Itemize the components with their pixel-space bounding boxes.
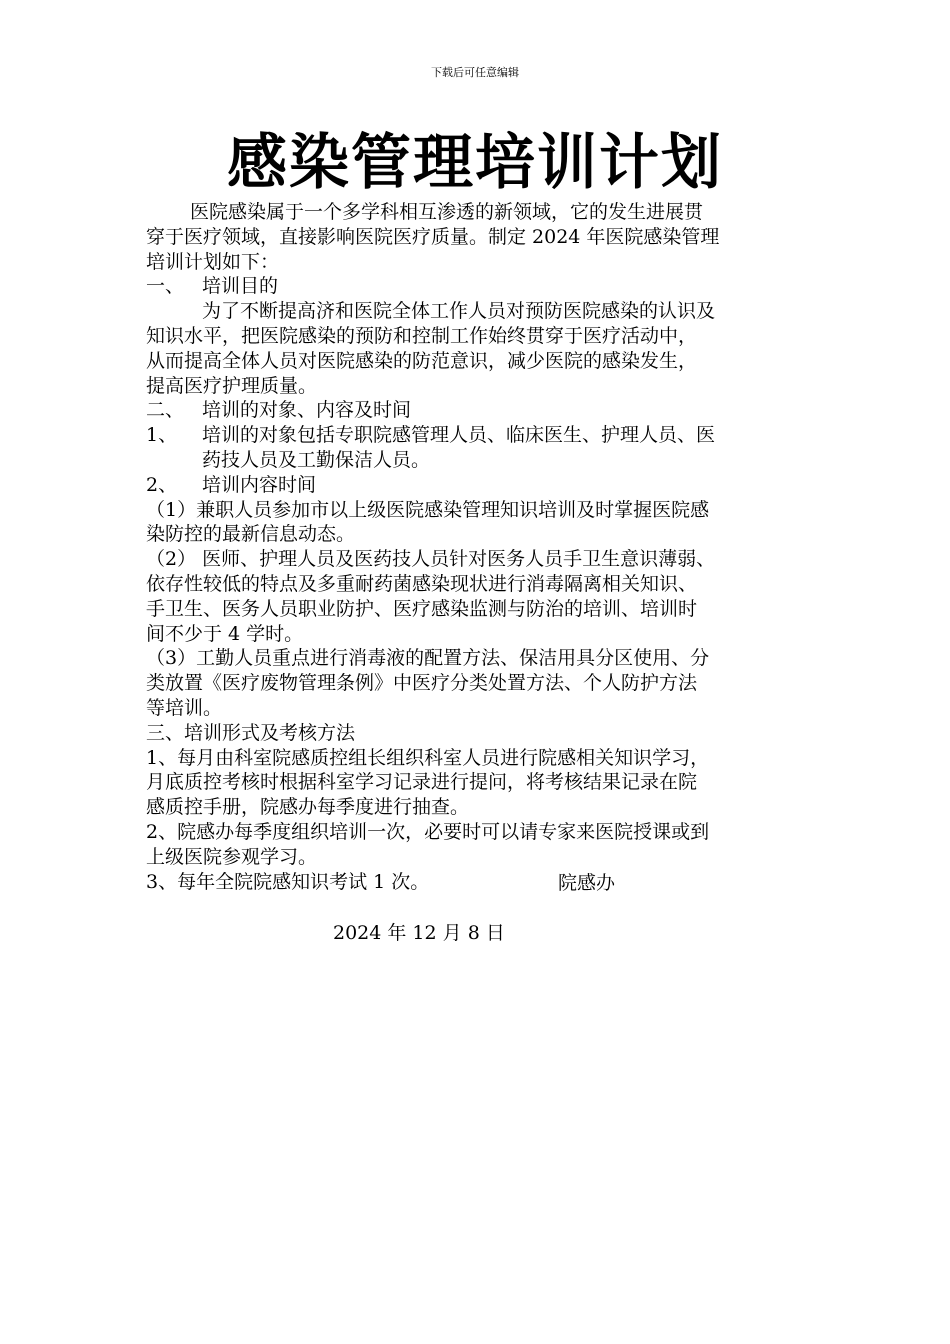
section-2-number: 二、	[146, 399, 185, 422]
sub-item-3-line: 类放置《医疗废物管理条例》中医疗分类处置方法、个人防护方法	[146, 672, 698, 695]
section-3-item-1-line: 感质控手册，院感办每季度进行抽查。	[146, 796, 470, 819]
section-3-heading: 三、培训形式及考核方法	[146, 721, 356, 744]
section-1-line: 知识水平，把医院感染的预防和控制工作始终贯穿于医疗活动中，	[146, 324, 698, 347]
sub-item-3-line: 等培训。	[146, 696, 223, 719]
sub-item-2-line: （2） 医师、护理人员及医药技人员针对医务人员手卫生意识薄弱、	[146, 548, 716, 571]
document-title: 感染管理培训计划	[227, 128, 723, 198]
section-3-item-1-line: 1、每月由科室院感质控组长组织科室人员进行院感相关知识学习，	[146, 746, 710, 769]
sub-item-3-line: （3）工勤人员重点进行消毒液的配置方法、保洁用具分区使用、分	[146, 647, 710, 670]
section-2-item-1	[146, 423, 826, 448]
section-2-item-1-cont: 药技人员及工勤保洁人员。	[202, 448, 431, 471]
section-2-item-2	[146, 473, 826, 498]
section-3-item-3: 3、每年全院院感知识考试 1 次。	[146, 870, 430, 893]
section-3-item-2-line: 上级医院参观学习。	[146, 845, 318, 868]
section-2-heading	[146, 398, 826, 423]
section-1-line: 为了不断提高济和医院全体工作人员对预防医院感染的认识及	[202, 300, 716, 323]
section-2-title: 培训的对象、内容及时间	[202, 399, 412, 422]
intro-line: 培训计划如下：	[146, 250, 280, 273]
sub-item-1-line: 染防控的最新信息动态。	[146, 523, 356, 546]
section-1-line: 提高医疗护理质量。	[146, 374, 318, 397]
sub-item-1-line: （1）兼职人员参加市以上级医院感染管理知识培训及时掌握医院感	[146, 498, 710, 521]
document-body	[146, 200, 826, 894]
section-1-line: 从而提高全体人员对医院感染的防范意识，减少医院的感染发生，	[146, 349, 698, 372]
intro-line: 医院感染属于一个多学科相互渗透的新领域，它的发生进展贯	[190, 201, 704, 223]
signature-date: 2024 年 12 月 8 日	[333, 922, 505, 944]
item-number: 2、	[146, 473, 178, 496]
item-text: 培训内容时间	[202, 473, 317, 496]
sub-item-2-line: 依存性较低的特点及多重耐药菌感染现状进行消毒隔离相关知识、	[146, 572, 698, 595]
intro-line: 穿于医疗领域，直接影响医院医疗质量。制定 2024 年医院感染管理	[146, 225, 720, 248]
sub-item-2-line: 间不少于 4 学时。	[146, 622, 304, 645]
header-note: 下载后可任意编辑	[431, 66, 519, 79]
section-3-item-1-line: 月底质控考核时根据科室学习记录进行提问，将考核结果记录在院	[146, 771, 698, 794]
section-1-number: 一、	[146, 275, 185, 298]
signature-department: 院感办	[558, 872, 616, 894]
item-number: 1、	[146, 424, 178, 447]
section-3-item-2-line: 2、院感办每季度组织培训一次，必要时可以请专家来医院授课或到	[146, 820, 710, 843]
section-1-heading	[146, 274, 826, 299]
sub-item-2-line: 手卫生、医务人员职业防护、医疗感染监测与防治的培训、培训时	[146, 597, 698, 620]
section-1-title: 培训目的	[202, 275, 279, 298]
item-text: 培训的对象包括专职院感管理人员、临床医生、护理人员、医	[202, 424, 716, 447]
